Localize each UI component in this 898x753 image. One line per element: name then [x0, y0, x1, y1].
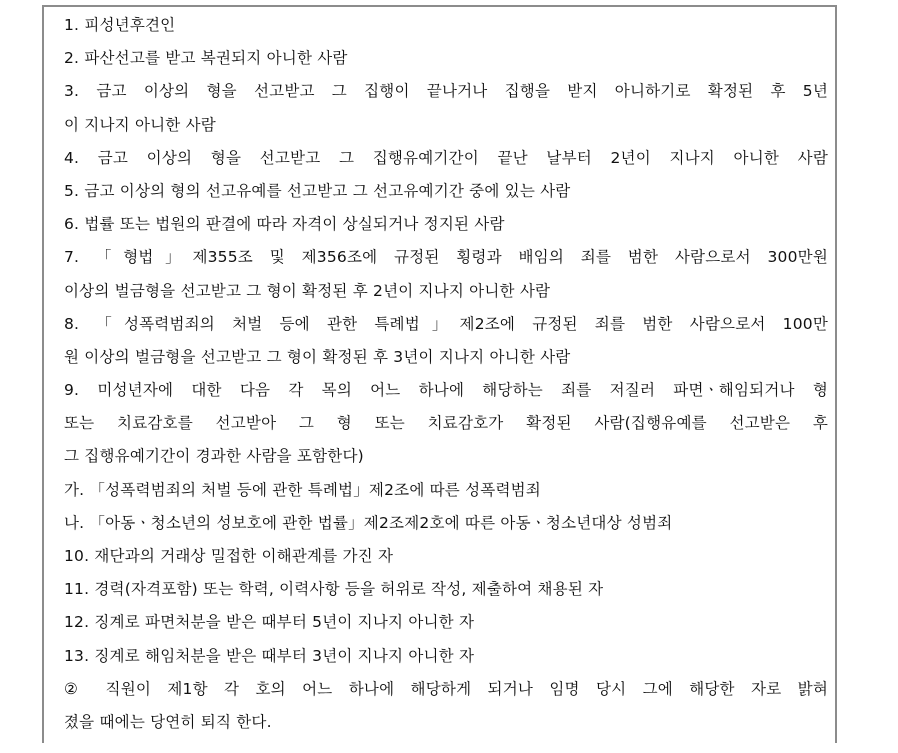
document-line: 1. 피성년후견인: [64, 16, 176, 34]
document-body: [64, 9, 828, 739]
document-line: 12. 징계로 파면처분을 받은 때부터 5년이 지나지 아니한 자: [64, 613, 475, 632]
document-line: 이 지나지 아니한 사람: [64, 115, 216, 134]
document-line: 3. 금고 이상의 형을 선고받고 그 집행이 끝나거나 집행을 받지 아니하기로 확정된 후 5년: [64, 82, 828, 101]
document-line: 5. 금고 이상의 형의 선고유예를 선고받고 그 선고유예기간 중에 있는 사람: [64, 181, 571, 200]
document-line: 6. 법률 또는 법원의 판결에 따라 자격이 상실되거나 정지된 사람: [64, 215, 505, 234]
document-line: 9. 미성년자에 대한 다음 각 목의 어느 하나에 해당하는 죄를 저질러 파면ㆍ해임되거나 형: [64, 381, 828, 400]
document-line: 이상의 벌금형을 선고받고 그 형이 확정된 후 2년이 지나지 아니한 사람: [64, 281, 551, 300]
document-line: 7. 「형법」제355조 및 제356조에 규정된 횡령과 배임의 죄를 범한 사람으로서 300만원: [64, 248, 828, 267]
document-line: 졌을 때에는 당연히 퇴직 한다.: [64, 712, 272, 731]
document-line: 11. 경력(자격포함) 또는 학력, 이력사항 등을 허위로 작성, 제출하여 채용된 자: [64, 580, 604, 599]
document-line: 4. 금고 이상의 형을 선고받고 그 집행유예기간이 끝난 날부터 2년이 지나지 아니한 사람: [64, 148, 828, 167]
document-line: 또는 치료감호를 선고받아 그 형 또는 치료감호가 확정된 사람(집행유예를 선고받은 후: [64, 414, 828, 433]
document-line: 13. 징계로 해임처분을 받은 때부터 3년이 지나지 아니한 자: [64, 646, 475, 665]
document-line: ② 직원이 제1항 각 호의 어느 하나에 해당하게 되거나 임명 당시 그에 해당한 자로 밝혀: [64, 679, 828, 698]
document-line: 그 집행유예기간이 경과한 사람을 포함한다): [64, 447, 364, 466]
document-line: 나. 「아동ㆍ청소년의 성보호에 관한 법률」제2조제2호에 따른 아동ㆍ청소년대상 성범죄: [64, 513, 673, 532]
document-line: 원 이상의 벌금형을 선고받고 그 형이 확정된 후 3년이 지나지 아니한 사람: [64, 347, 571, 366]
document-line: 8. 「성폭력범죄의 처벌 등에 관한 특례법」제2조에 규정된 죄를 범한 사람으로서 100만: [64, 314, 828, 333]
document-line: 10. 재단과의 거래상 밀접한 이해관계를 가진 자: [64, 547, 394, 565]
document-line: 가. 「성폭력범죄의 처벌 등에 관한 특례법」제2조에 따른 성폭력범죄: [64, 480, 541, 499]
document-line: 2. 파산선고를 받고 복권되지 아니한 사람: [64, 49, 348, 68]
